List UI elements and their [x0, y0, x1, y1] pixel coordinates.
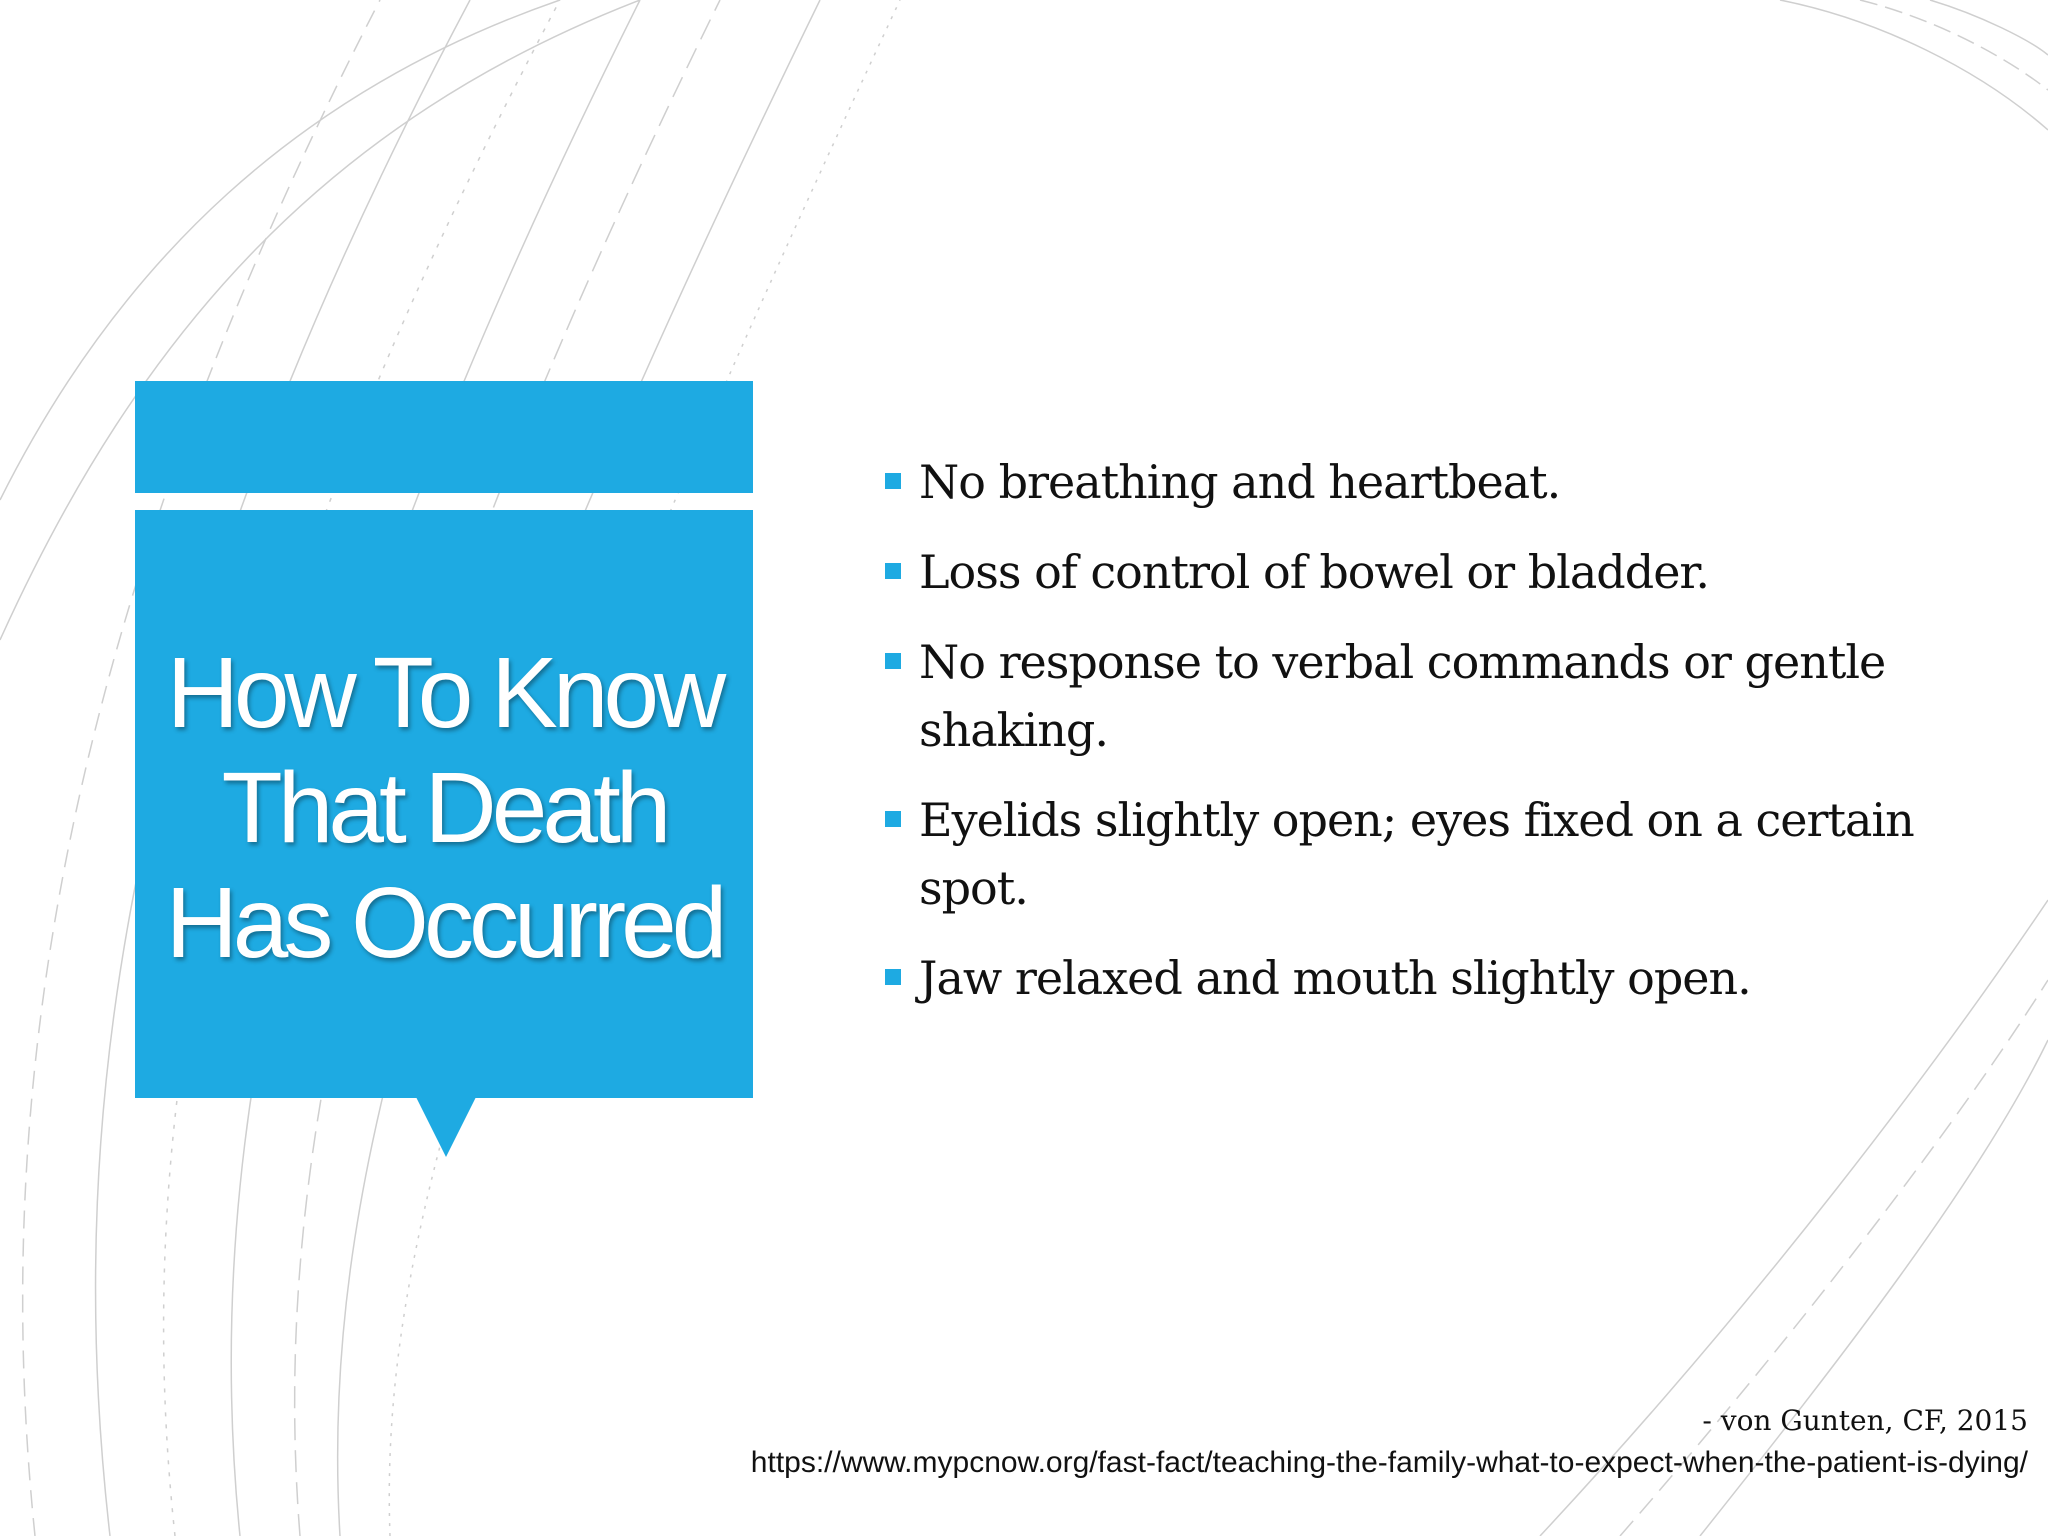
square-bullet-icon: [885, 653, 901, 669]
bullet-text: No breathing and heartbeat.: [919, 455, 1561, 509]
list-item: [885, 628, 1945, 764]
square-bullet-icon: [885, 969, 901, 985]
citation: [428, 1400, 2028, 1484]
title-header-bar: [135, 381, 753, 493]
square-bullet-icon: [885, 473, 901, 489]
citation-author: - von Gunten, CF, 2015: [1702, 1404, 2028, 1437]
bullet-list: [885, 448, 1945, 1034]
square-bullet-icon: [885, 811, 901, 827]
bullet-text: Jaw relaxed and mouth slightly open.: [919, 951, 1751, 1005]
square-bullet-icon: [885, 563, 901, 579]
list-item: [885, 448, 1945, 516]
list-item: [885, 944, 1945, 1012]
slide-title: How To Know That Death Has Occurred: [165, 636, 723, 979]
list-item: [885, 786, 1945, 922]
list-item: [885, 538, 1945, 606]
bullet-text: Eyelids slightly open; eyes fixed on a certain spot.: [919, 793, 1914, 915]
bullet-text: Loss of control of bowel or bladder.: [919, 545, 1709, 599]
callout-pointer: [416, 1097, 476, 1157]
bullet-text: No response to verbal commands or gentle shaking.: [919, 635, 1886, 757]
title-box: [135, 510, 753, 1098]
citation-url[interactable]: https://www.mypcnow.org/fast-fact/teaching-the-family-what-to-expect-when-the-patient-is-dying/: [750, 1446, 2028, 1479]
